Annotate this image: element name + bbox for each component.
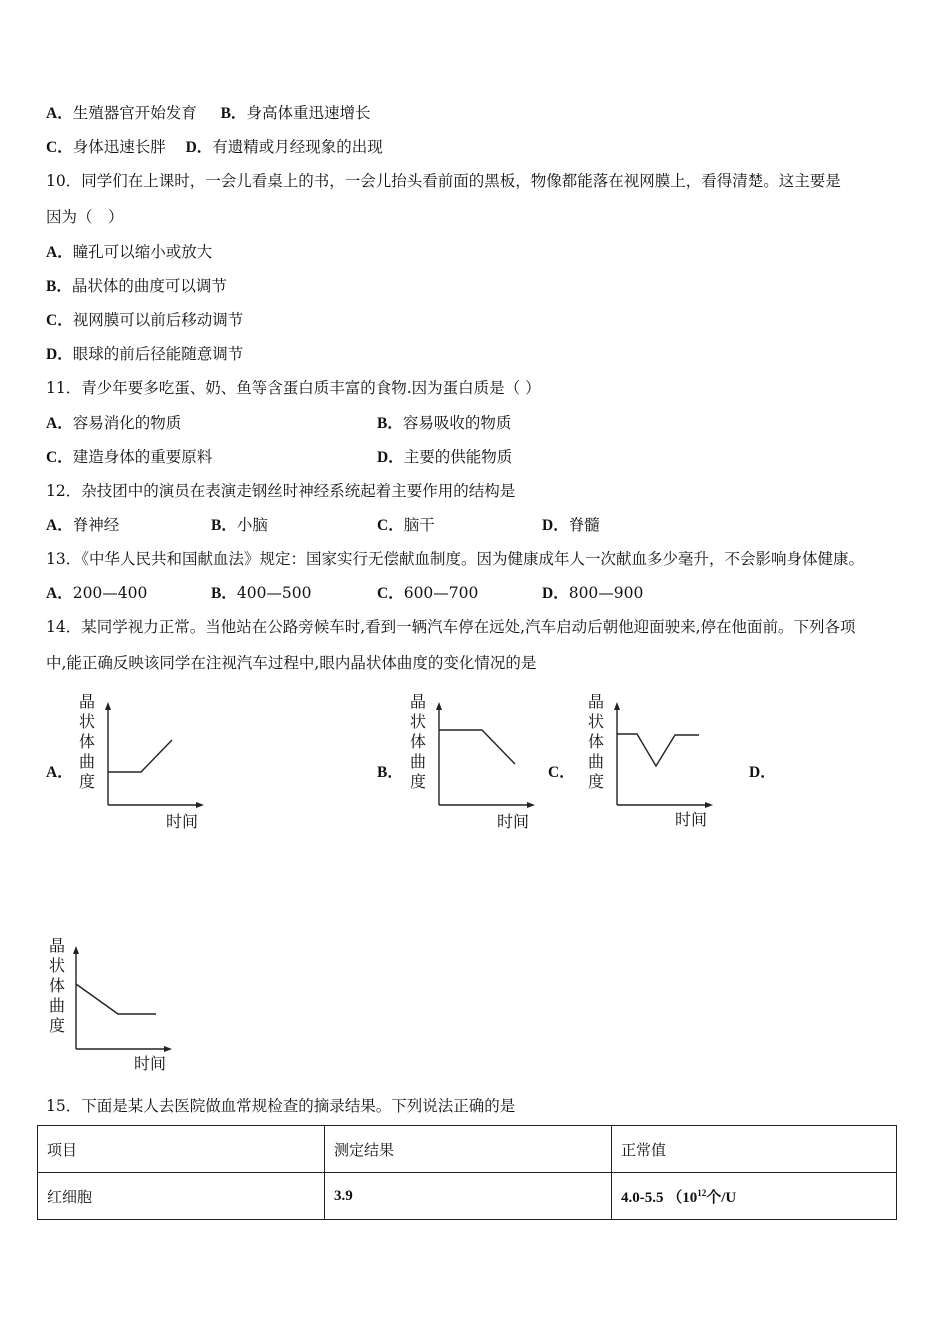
y-label-char: 度 xyxy=(588,772,605,791)
y-label-char: 度 xyxy=(79,772,96,791)
header-normal: 正常值 xyxy=(612,1126,897,1173)
y-axis-arrow xyxy=(73,946,79,954)
q10-stem-line2: 因为（ ） xyxy=(46,208,124,226)
option-label: D． xyxy=(185,139,213,156)
option-label: A． xyxy=(46,105,73,122)
option-text: 身体迅速长胖 xyxy=(72,138,166,156)
y-label-char: 晶 xyxy=(49,936,66,955)
option-label: C． xyxy=(46,449,73,466)
option-label: A． xyxy=(46,415,73,432)
x-axis-label: 时间 xyxy=(675,810,708,829)
option-text: 晶状体的曲度可以调节 xyxy=(71,277,227,295)
q12-stem: 12．杂技团中的演员在表演走钢丝时神经系统起着主要作用的结构是 xyxy=(46,482,516,500)
x-axis-arrow xyxy=(164,1046,172,1052)
header-result: 测定结果 xyxy=(325,1126,612,1173)
option-text: 身高体重迅速增长 xyxy=(246,104,371,122)
option-text: 视网膜可以前后移动调节 xyxy=(72,311,244,329)
q14-option-a-label: A． xyxy=(46,764,73,781)
y-label-char: 状 xyxy=(410,712,427,731)
y-label-char: 晶 xyxy=(79,692,96,711)
y-axis-arrow xyxy=(436,702,442,710)
option-text: 脊神经 xyxy=(72,516,120,534)
q11-option-c xyxy=(46,447,212,468)
table-row xyxy=(38,1173,897,1220)
y-label-char: 晶 xyxy=(410,692,427,711)
table-header-row xyxy=(38,1126,897,1173)
option-text: 600—700 xyxy=(403,584,479,602)
option-label: B． xyxy=(220,105,247,122)
option-text: 容易消化的物质 xyxy=(72,414,182,432)
q10-option-c xyxy=(46,310,243,331)
y-label-char: 体 xyxy=(49,976,66,995)
option-label: C． xyxy=(46,312,73,329)
option-label: C． xyxy=(377,585,404,602)
y-label-char: 体 xyxy=(588,732,605,751)
q11-option-a xyxy=(46,413,181,434)
option-label: A． xyxy=(46,244,73,261)
y-label-char: 曲 xyxy=(410,752,427,771)
option-text: 脑干 xyxy=(403,516,435,534)
option-label: B． xyxy=(46,278,72,295)
q14-stem-line1: 14．某同学视力正常。当他站在公路旁候车时,看到一辆汽车停在远处,汽车启动后朝他迎面驶来,停在他面前。下列各项 xyxy=(46,618,856,636)
q12-option-a xyxy=(46,515,119,536)
option-label: B． xyxy=(211,585,237,602)
y-label-char: 体 xyxy=(410,732,427,751)
y-label-char: 状 xyxy=(49,956,66,975)
graph-d xyxy=(46,936,186,1081)
q14-stem-line2: 中,能正确反映该同学在注视汽车过程中,眼内晶状体曲度的变化情况的是 xyxy=(46,654,537,672)
option-label: A． xyxy=(46,585,73,602)
q11-option-d xyxy=(377,447,512,468)
q10-option-d xyxy=(46,344,243,365)
q13-option-b xyxy=(211,583,312,604)
graph-c xyxy=(585,692,725,837)
q12-option-b xyxy=(211,515,268,536)
q9-option-c-row xyxy=(46,137,383,158)
option-text: 主要的供能物质 xyxy=(403,448,513,466)
y-label-char: 体 xyxy=(79,732,96,751)
option-text: 瞳孔可以缩小或放大 xyxy=(72,243,213,261)
normal-unit: 个/U xyxy=(706,1189,737,1206)
y-label-char: 曲 xyxy=(79,752,96,771)
cell-normal xyxy=(612,1173,897,1220)
curve xyxy=(439,730,515,764)
cell-item: 红细胞 xyxy=(38,1173,325,1220)
option-text: 小脑 xyxy=(236,516,268,534)
y-label-char: 状 xyxy=(588,712,605,731)
curve xyxy=(76,984,156,1014)
y-axis-arrow xyxy=(614,702,620,710)
option-text: 脊髓 xyxy=(568,516,600,534)
option-label: B． xyxy=(377,415,403,432)
y-label-char: 曲 xyxy=(588,752,605,771)
x-axis-arrow xyxy=(196,802,204,808)
x-axis-arrow xyxy=(527,802,535,808)
q13-option-a xyxy=(46,583,147,604)
option-text: 400—500 xyxy=(236,584,312,602)
q11-option-b xyxy=(377,413,511,434)
y-label-char: 状 xyxy=(79,712,96,731)
q13-option-c xyxy=(377,583,478,604)
option-text: 眼球的前后径能随意调节 xyxy=(72,345,244,363)
option-text: 200—400 xyxy=(72,584,148,602)
option-text: 建造身体的重要原料 xyxy=(72,448,213,466)
option-label: D． xyxy=(377,449,404,466)
x-axis-label: 时间 xyxy=(497,812,530,831)
option-text: 800—900 xyxy=(568,584,644,602)
header-item: 项目 xyxy=(38,1126,325,1173)
x-axis-arrow xyxy=(705,802,713,808)
q13-option-d xyxy=(542,583,643,604)
q12-option-c xyxy=(377,515,435,536)
option-label: C． xyxy=(377,517,404,534)
y-label-char: 度 xyxy=(49,1016,66,1035)
q10-option-b xyxy=(46,276,227,297)
q14-option-d-label: D． xyxy=(749,764,776,781)
q15-stem: 15．下面是某人去医院做血常规检查的摘录结果。下列说法正确的是 xyxy=(46,1097,516,1115)
option-label: D． xyxy=(542,517,569,534)
q14-option-b-label: B． xyxy=(377,764,403,781)
q10-stem-line1: 10．同学们在上课时，一会儿看桌上的书，一会儿抬头看前面的黑板，物像都能落在视网膜上，看得清楚。这主要是 xyxy=(46,172,841,190)
blood-test-table xyxy=(37,1125,897,1220)
curve xyxy=(617,734,699,766)
graph-a xyxy=(76,692,216,837)
option-label: B． xyxy=(211,517,237,534)
option-label: D． xyxy=(46,346,73,363)
normal-exponent: 12 xyxy=(697,1187,707,1198)
option-label: D． xyxy=(542,585,569,602)
curve xyxy=(108,740,172,772)
x-axis-label: 时间 xyxy=(134,1054,167,1073)
q9-option-a-row xyxy=(46,103,370,124)
cell-result: 3.9 xyxy=(325,1173,612,1220)
y-axis-arrow xyxy=(105,702,111,710)
q10-option-a xyxy=(46,242,212,263)
option-label: A． xyxy=(46,517,73,534)
q12-option-d xyxy=(542,515,600,536)
option-text: 容易吸收的物质 xyxy=(402,414,512,432)
y-label-char: 曲 xyxy=(49,996,66,1015)
y-label-char: 晶 xyxy=(588,692,605,711)
q14-option-c-label: C． xyxy=(548,764,575,781)
x-axis-label: 时间 xyxy=(166,812,199,831)
q13-stem: 13．《中华人民共和国献血法》规定：国家实行无偿献血制度。因为健康成年人一次献血多少毫升，不会影响身体健康。 xyxy=(46,550,864,568)
y-label-char: 度 xyxy=(410,772,427,791)
option-text: 有遗精或月经现象的出现 xyxy=(212,138,383,156)
graph-b xyxy=(407,692,547,837)
option-text: 生殖器官开始发育 xyxy=(72,104,197,122)
q11-stem: 11．青少年要多吃蛋、奶、鱼等含蛋白质丰富的食物.因为蛋白质是（ ） xyxy=(46,379,541,397)
option-label: C． xyxy=(46,139,73,156)
normal-range: 4.0-5.5 （10 xyxy=(621,1189,698,1206)
